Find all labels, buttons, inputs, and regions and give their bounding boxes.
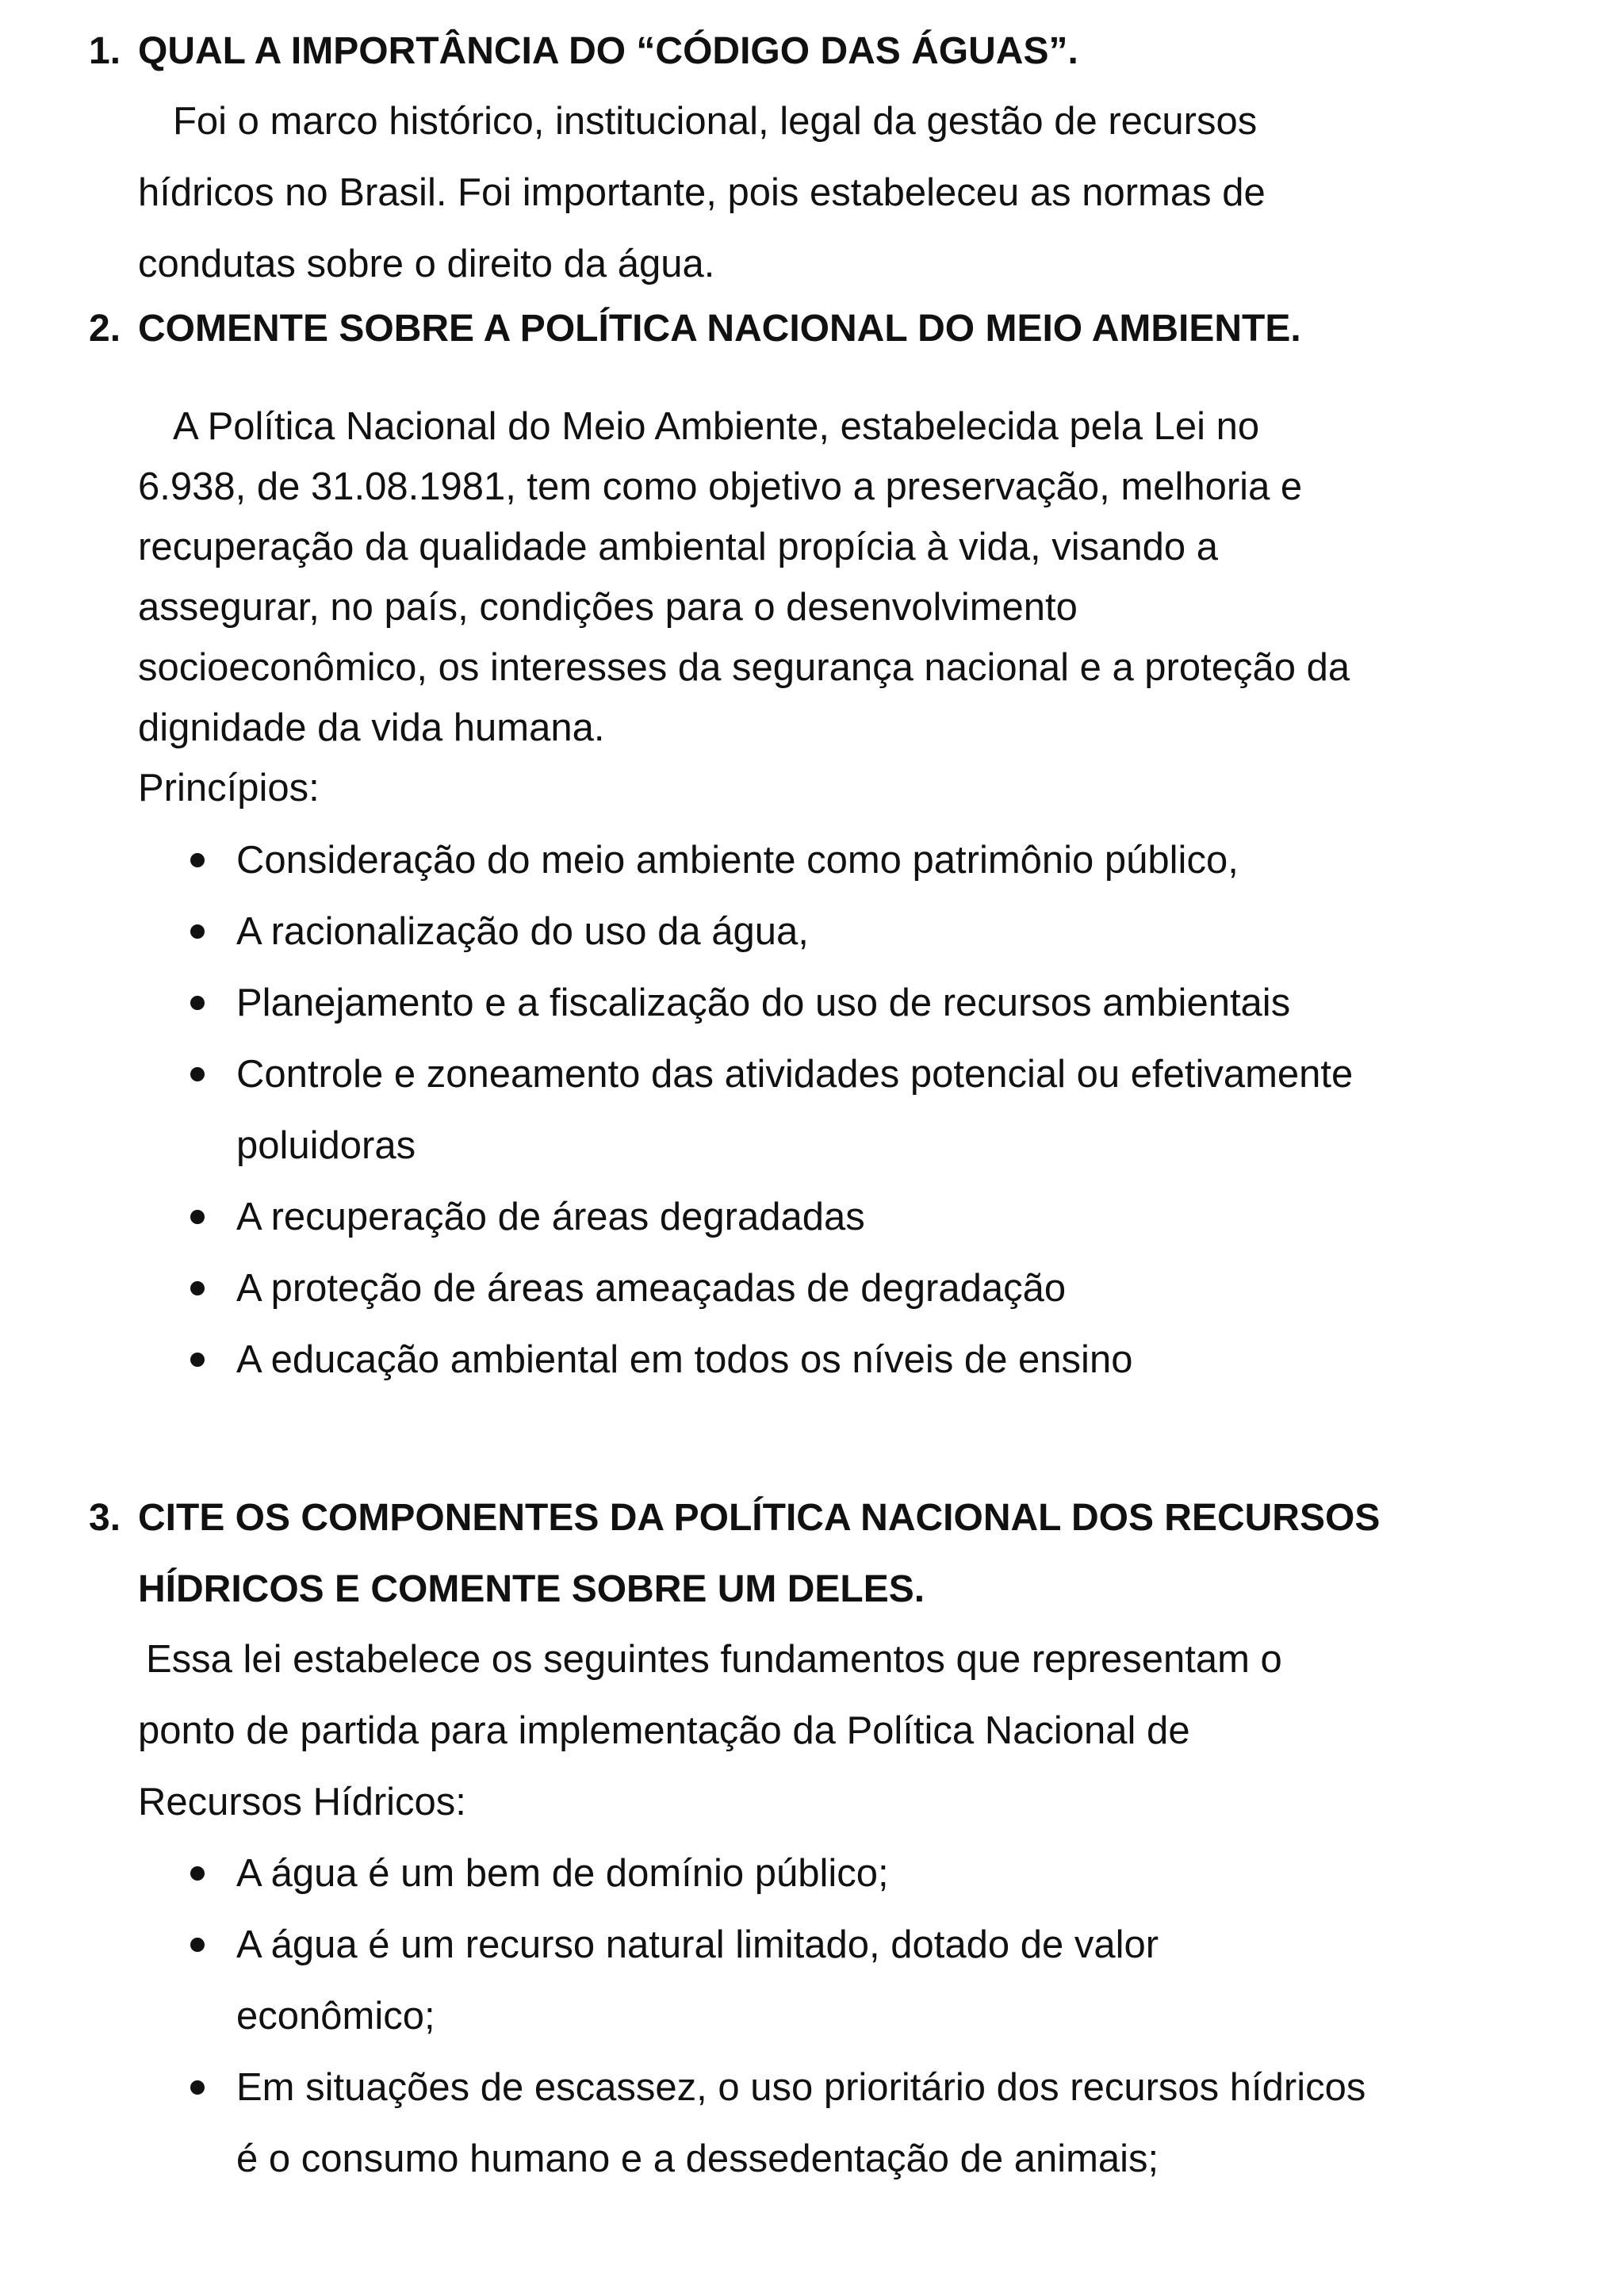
- list-item: Consideração do meio ambiente como patrimônio público,: [190, 825, 1353, 896]
- answer-line: Essa lei estabelece os seguintes fundamentos que representam o: [146, 1638, 1282, 1681]
- bullet-icon: [190, 996, 205, 1010]
- answer-line: 6.938, de 31.08.1981, tem como objetivo a preservação, melhoria e: [138, 465, 1303, 508]
- answer-line: hídricos no Brasil. Foi importante, pois estabeleceu as normas de: [138, 171, 1266, 214]
- bullet-icon: [190, 1281, 205, 1295]
- fundamentals-list: [190, 1838, 1365, 2195]
- question-text: COMENTE SOBRE A POLÍTICA NACIONAL DO MEIO AMBIENTE.: [138, 308, 1301, 350]
- list-item: A recuperação de áreas degradadas: [190, 1181, 1353, 1253]
- answer-line: socioeconômico, os interesses da segurança nacional e a proteção da: [138, 646, 1350, 689]
- question-1-title: [89, 16, 1078, 87]
- question-number: 2.: [89, 308, 121, 350]
- question-text-continued: HÍDRICOS E COMENTE SOBRE UM DELES.: [138, 1568, 925, 1610]
- list-item: Planejamento e a fiscalização do uso de recursos ambientais: [190, 967, 1353, 1039]
- answer-3: [138, 1624, 1282, 1838]
- bullet-icon: [190, 1866, 205, 1881]
- principles-label: Princípios:: [138, 767, 320, 809]
- bullet-icon: [190, 924, 205, 939]
- answer-line: dignidade da vida humana.: [138, 706, 605, 749]
- answer-line: ponto de partida para implementação da Política Nacional de: [138, 1709, 1190, 1752]
- principles-list: [190, 825, 1353, 1395]
- question-number: 1.: [89, 30, 121, 72]
- list-item: Em situações de escassez, o uso prioritário dos recursos hídricos é o consumo humano e a dessedentação de animais;: [190, 2052, 1365, 2195]
- list-item: A água é um recurso natural limitado, dotado de valor econômico;: [190, 1909, 1365, 2052]
- list-item: A educação ambiental em todos os níveis de ensino: [190, 1324, 1353, 1395]
- bullet-icon: [190, 853, 205, 867]
- bullet-icon: [190, 1067, 205, 1081]
- answer-line: Foi o marco histórico, institucional, legal da gestão de recursos: [173, 100, 1258, 143]
- bullet-icon: [190, 1938, 205, 1952]
- answer-line: A Política Nacional do Meio Ambiente, estabelecida pela Lei no: [173, 405, 1260, 448]
- answer-line: condutas sobre o direito da água.: [138, 243, 715, 285]
- list-item: Controle e zoneamento das atividades potencial ou efetivamente poluidoras: [190, 1039, 1353, 1181]
- answer-2: [138, 396, 1350, 818]
- question-text: QUAL A IMPORTÂNCIA DO “CÓDIGO DAS ÁGUAS”.: [138, 30, 1078, 72]
- answer-line: recuperação da qualidade ambiental propícia à vida, visando a: [138, 526, 1219, 568]
- list-item: A água é um bem de domínio público;: [190, 1838, 1365, 1909]
- answer-1: [138, 86, 1266, 300]
- bullet-icon: [190, 1353, 205, 1367]
- question-3-title: [89, 1483, 1380, 1625]
- bullet-icon: [190, 1210, 205, 1224]
- question-text: CITE OS COMPONENTES DA POLÍTICA NACIONAL DOS RECURSOS: [138, 1497, 1381, 1539]
- list-item: A proteção de áreas ameaçadas de degradação: [190, 1253, 1353, 1324]
- bullet-icon: [190, 2080, 205, 2095]
- answer-line: Recursos Hídricos:: [138, 1781, 466, 1823]
- answer-line: assegurar, no país, condições para o desenvolvimento: [138, 586, 1078, 629]
- question-2-title: [89, 293, 1301, 365]
- list-item: A racionalização do uso da água,: [190, 896, 1353, 967]
- question-number: 3.: [89, 1497, 121, 1539]
